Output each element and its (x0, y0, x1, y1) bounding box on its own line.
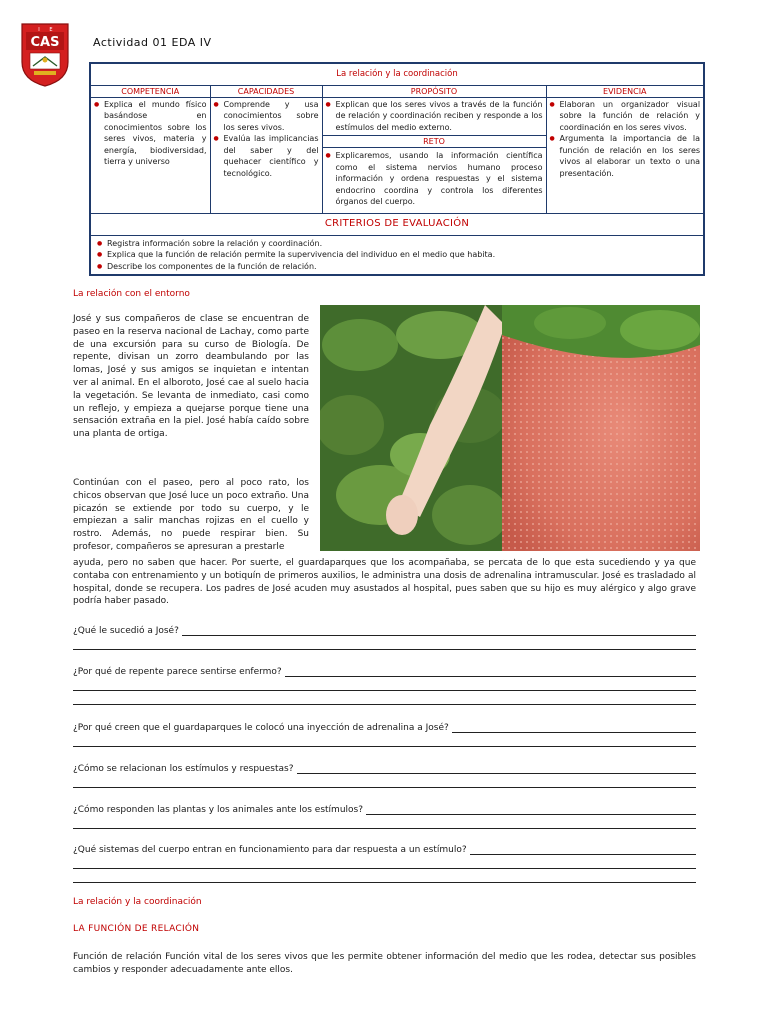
list-item: ● Explica el mundo físico basándose en conocimientos sobre los seres vivos, materia y energía, biodiversidad, tierra y universo (94, 99, 207, 168)
question-text: ¿Por qué creen que el guardaparques le colocó una inyección de adrenalina a José? (73, 723, 449, 733)
answer-line[interactable] (73, 869, 696, 883)
nettle-rash-photo (320, 305, 700, 551)
answer-line[interactable] (73, 815, 696, 829)
paragraph: Continúan con el paseo, pero al poco rato, los chicos observan que José luce un poco extraño. Una picazón se extiende por todo su cuerpo, y le empiezan a salir manchas rojizas en el cuello y rostro. Además, no puede respirar bien. Su profesor, compañeros se apresuran a prestarle (73, 478, 309, 552)
criterios-cell (90, 235, 704, 275)
column-header-competencia: COMPETENCIA (90, 85, 210, 97)
question-block (73, 664, 696, 705)
question-text: ¿Cómo responden las plantas y los animales ante los estímulos? (73, 805, 363, 815)
paragraph: ayuda, pero no saben que hacer. Por suerte, el guardaparques que los acompañaba, se percata de lo que esta sucediendo y ya que contaba con entrenamiento y un botiquín de primeros auxilios, le administra una dosis de adrenalina intramuscular. José es trasladado al hospital, donde se recupera. Los padres de José acuden muy asustados al hospital, pues saben que su hijo es muy alérgico y algo grave podría haber pasado. (73, 558, 696, 607)
question-block (73, 842, 696, 883)
section-heading: La relación y la coordinación (73, 897, 202, 907)
school-crest-icon (20, 22, 70, 88)
evidencia-cell (546, 97, 704, 213)
list-item: ● Evalúa las implicancias del saber y del quehacer científico y tecnológico. (214, 133, 319, 179)
answer-line[interactable] (182, 626, 696, 636)
column-header-proposito: PROPÓSITO (322, 85, 546, 97)
proposito-cell (322, 97, 546, 213)
answer-line[interactable] (73, 691, 696, 705)
question-text: ¿Por qué de repente parece sentirse enfermo? (73, 667, 282, 677)
question-block (73, 720, 696, 747)
list-item: ● Explica que la función de relación permite la supervivencia del individuo en el medio que habita. (97, 249, 699, 261)
answer-line[interactable] (73, 677, 696, 691)
question-text: ¿Cómo se relacionan los estímulos y respuestas? (73, 764, 294, 774)
answer-line[interactable] (297, 764, 697, 774)
capacidades-cell (210, 97, 322, 213)
section-heading: La relación con el entorno (73, 289, 190, 299)
list-item: ● Elaboran un organizador visual sobre la función de relación y coordinación en los seres vivos. (550, 99, 701, 134)
answer-line[interactable] (285, 667, 696, 677)
question-text: ¿Qué sistemas del cuerpo entran en funcionamiento para dar respuesta a un estímulo? (73, 845, 467, 855)
answer-line[interactable] (452, 723, 696, 733)
competency-table (89, 62, 705, 276)
answer-line[interactable] (73, 774, 696, 788)
column-header-capacidades: CAPACIDADES (210, 85, 322, 97)
answer-line[interactable] (73, 733, 696, 747)
section-subheading: LA FUNCIÓN DE RELACIÓN (73, 924, 200, 934)
list-item: ● Comprende y usa conocimientos sobre los seres vivos. (214, 99, 319, 134)
question-block (73, 623, 696, 650)
question-block (73, 761, 696, 788)
question-text: ¿Qué le sucedió a José? (73, 626, 179, 636)
paragraph: Función de relación Función vital de los seres vivos que les permite obtener información del medio que les rodea, detectar sus posibles cambios y responder adecuadamente ante ellos. (73, 952, 696, 975)
list-item: ● Argumenta la importancia de la función de relación en los seres vivos al elaborar un texto o una presentación. (550, 133, 701, 179)
answer-line[interactable] (73, 855, 696, 869)
paragraph: José y sus compañeros de clase se encuentran de paseo en la reserva nacional de Lachay, como parte de una excursión para su curso de Biología. De repente, divisan un zorro deambulando por las lomas, José y sus amigos se inquietan e intentan ver al animal. En el alboroto, José cae al suelo hacia la vegetación. Se levanta de inmediato, casi como un reflejo, y empieza a quejarse porque tiene una sensación extraña en la piel. José había caído sobre una planta de ortiga. (73, 314, 309, 440)
svg-text:I: I (38, 27, 40, 33)
competencia-cell (90, 97, 210, 213)
list-item: ● Registra información sobre la relación y coordinación. (97, 238, 699, 250)
table-title: La relación y la coordinación (90, 63, 704, 85)
reto-header: RETO (323, 135, 546, 148)
answer-line[interactable] (73, 636, 696, 650)
list-item: ● Describe los componentes de la función de relación. (97, 261, 699, 273)
criterios-header: CRITERIOS DE EVALUACIÓN (90, 213, 704, 235)
answer-line[interactable] (470, 845, 696, 855)
svg-text:E: E (49, 27, 53, 33)
column-header-evidencia: EVIDENCIA (546, 85, 704, 97)
list-item: ● Explicaremos, usando la información científica como el sistema nervios humano proceso información y ordena respuestas y el sistema endocrino coordina y controla los diferentes órganos del cuerpo. (326, 150, 543, 208)
document-title: Actividad 01 EDA IV (93, 36, 212, 49)
logo-letters: CAS (30, 35, 60, 50)
list-item: ● Explican que los seres vivos a través de la función de relación y coordinación reciben y responde a los estímulos del medio externo. (326, 99, 543, 134)
answer-line[interactable] (366, 805, 696, 815)
question-block (73, 802, 696, 829)
